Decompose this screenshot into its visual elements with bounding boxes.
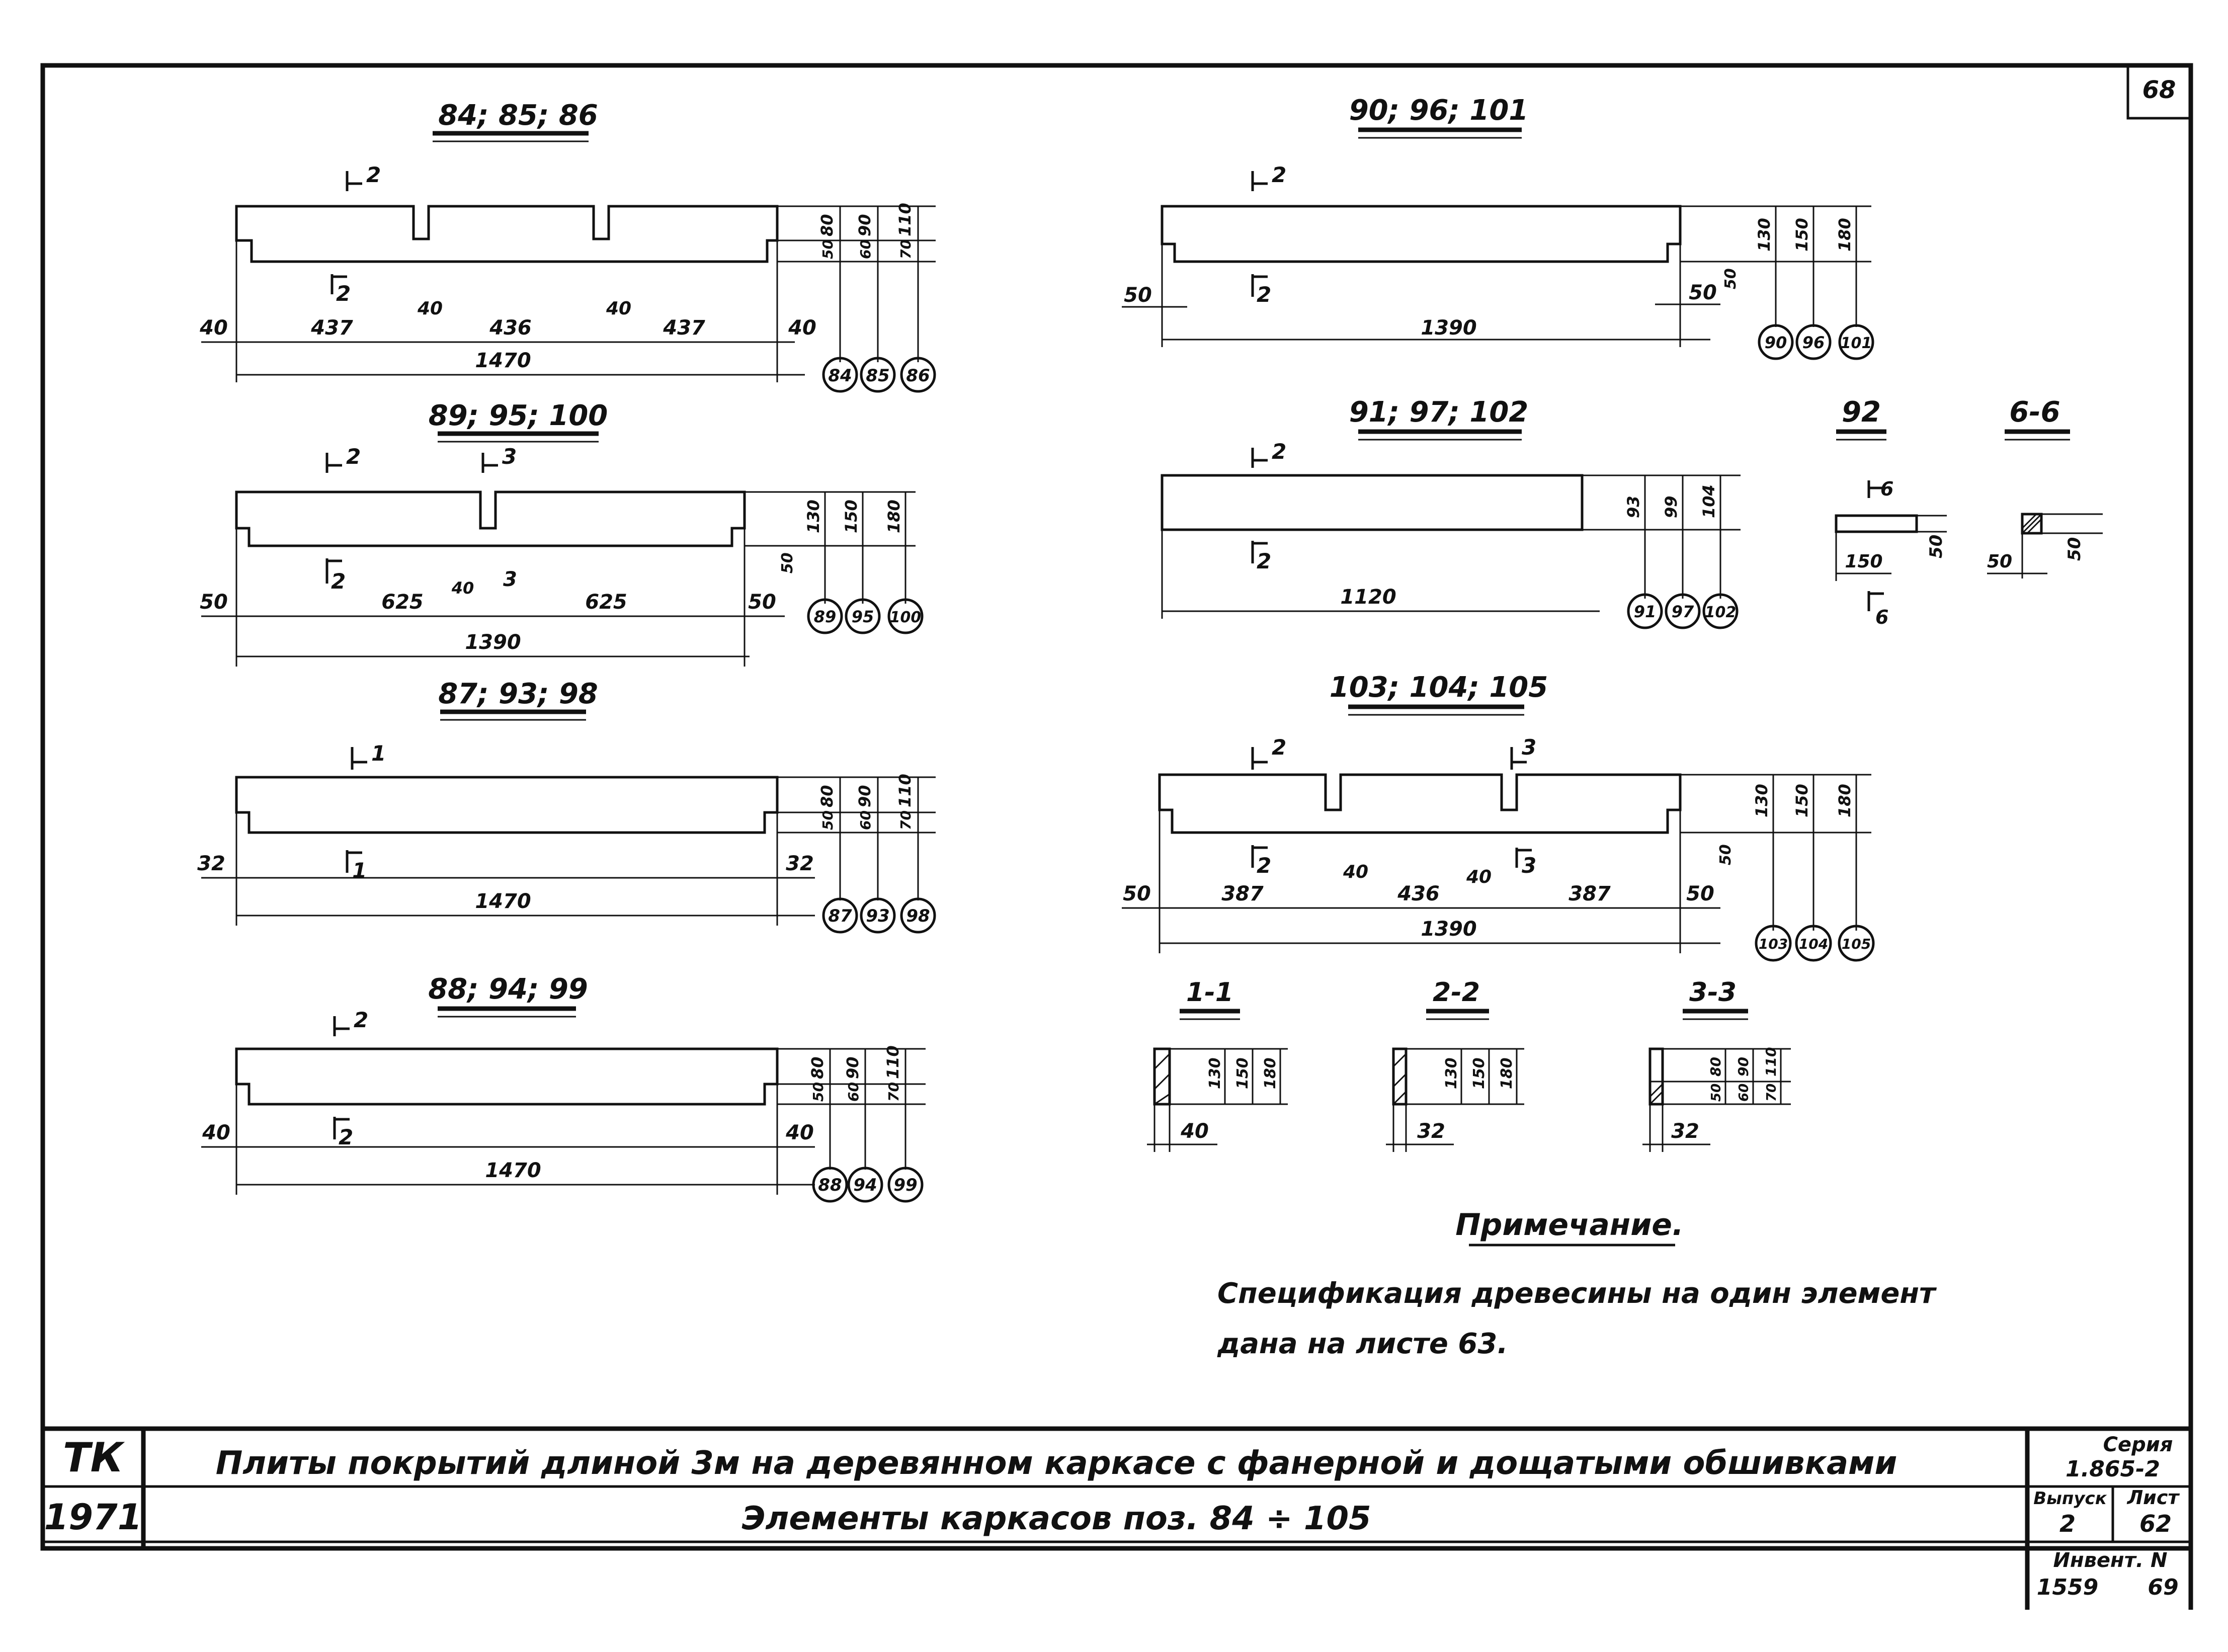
position-circle: 103 — [1758, 936, 1788, 952]
svg-text:1390: 1390 — [465, 631, 521, 654]
position-circle: 102 — [1704, 604, 1737, 621]
section-title: 1-1 — [1186, 977, 1233, 1008]
svg-text:1470: 1470 — [475, 890, 531, 913]
svg-text:40: 40 — [451, 579, 474, 598]
svg-text:180: 180 — [1835, 784, 1854, 817]
svg-text:1120: 1120 — [1340, 586, 1396, 609]
note-line-2: дана на листе 63. — [1217, 1328, 1508, 1360]
svg-text:3: 3 — [1522, 735, 1537, 760]
section-mark-bot: 2 — [336, 281, 351, 306]
svg-text:40: 40 — [202, 1121, 230, 1144]
section-mark-mid: 3 — [502, 444, 517, 469]
position-circle: 85 — [866, 366, 890, 386]
section-title: 3-3 — [1689, 977, 1737, 1008]
section-mark-top: 2 — [366, 162, 381, 187]
svg-text:150: 150 — [1470, 1057, 1488, 1089]
svg-text:437: 437 — [663, 316, 705, 340]
svg-text:Серия: Серия — [2103, 1433, 2173, 1456]
svg-text:130: 130 — [1443, 1057, 1460, 1089]
svg-text:625: 625 — [585, 591, 627, 614]
frame-outline — [236, 777, 777, 833]
svg-text:50: 50 — [1722, 268, 1740, 289]
note-heading: Примечание. — [1455, 1207, 1684, 1243]
note-block — [1217, 1207, 1937, 1360]
year: 1971 — [44, 1497, 142, 1538]
svg-text:90: 90 — [1735, 1057, 1752, 1077]
title-block — [43, 1429, 2191, 1610]
view-title: 89; 95; 100 — [428, 399, 608, 432]
svg-text:150: 150 — [842, 500, 861, 533]
position-circle: 87 — [828, 906, 852, 926]
position-circle: 86 — [906, 366, 930, 386]
svg-text:40: 40 — [606, 298, 632, 319]
svg-text:104: 104 — [1699, 484, 1718, 518]
svg-text:110: 110 — [895, 203, 915, 236]
svg-text:2: 2 — [331, 569, 346, 594]
frame-outline — [1162, 206, 1680, 262]
view-title: 84; 85; 86 — [438, 99, 598, 132]
series-value: 1.865-2 — [2065, 1456, 2161, 1482]
svg-text:3: 3 — [503, 568, 517, 591]
svg-text:1470: 1470 — [475, 349, 531, 372]
svg-text:90: 90 — [855, 785, 874, 807]
sheet-frame — [43, 65, 2191, 1548]
section-2-2 — [1386, 977, 1524, 1152]
frame-outline — [236, 492, 745, 546]
svg-text:40: 40 — [786, 1121, 814, 1144]
svg-text:70: 70 — [885, 1082, 902, 1102]
svg-text:50: 50 — [779, 552, 796, 573]
svg-text:50: 50 — [2065, 537, 2085, 561]
svg-text:60: 60 — [1737, 1083, 1752, 1102]
position-circle: 97 — [1671, 602, 1694, 621]
note-line-1: Спецификация древесины на один элемент — [1217, 1277, 1936, 1310]
svg-text:2: 2 — [354, 1008, 369, 1032]
svg-text:99: 99 — [1662, 495, 1681, 518]
svg-text:150: 150 — [1792, 784, 1811, 817]
view-title: 88; 94; 99 — [428, 973, 588, 1006]
view-84-85-86 — [199, 99, 936, 391]
position-circle: 90 — [1764, 333, 1787, 352]
svg-text:130: 130 — [1206, 1057, 1224, 1089]
detail-6-6 — [1987, 396, 2103, 579]
svg-text:50: 50 — [1124, 284, 1152, 307]
svg-text:80: 80 — [817, 214, 837, 236]
svg-text:2: 2 — [1272, 439, 1287, 464]
svg-text:80: 80 — [808, 1056, 827, 1079]
position-circle: 100 — [889, 609, 922, 626]
svg-text:Инвент. N: Инвент. N — [2053, 1549, 2168, 1572]
position-circle: 99 — [893, 1175, 918, 1195]
position-circle: 104 — [1798, 936, 1829, 952]
svg-text:50: 50 — [1686, 882, 1714, 905]
position-circle: 89 — [813, 607, 837, 626]
position-circle: 88 — [818, 1175, 842, 1195]
view-103-104-105 — [1122, 671, 1873, 960]
view-90-96-101 — [1122, 94, 1873, 359]
svg-text:80: 80 — [1707, 1057, 1724, 1077]
svg-text:1470: 1470 — [485, 1159, 541, 1182]
svg-text:32: 32 — [197, 852, 225, 875]
svg-text:2: 2 — [339, 1125, 354, 1149]
svg-text:2: 2 — [346, 444, 361, 469]
position-circle: 96 — [1802, 333, 1825, 352]
svg-text:50: 50 — [1987, 551, 2013, 572]
frame-outline — [236, 1049, 777, 1104]
svg-text:3: 3 — [1522, 853, 1537, 878]
svg-text:180: 180 — [1498, 1057, 1516, 1089]
detail-outline — [1836, 516, 1917, 532]
svg-text:50: 50 — [1123, 882, 1151, 905]
svg-text:50: 50 — [1926, 534, 1946, 558]
svg-text:32: 32 — [786, 852, 814, 875]
position-circle: 91 — [1633, 602, 1657, 621]
view-88-94-99 — [201, 973, 926, 1201]
svg-text:40: 40 — [788, 316, 816, 340]
position-circle: 98 — [906, 906, 930, 926]
svg-text:60: 60 — [857, 239, 874, 259]
svg-text:32: 32 — [1417, 1120, 1445, 1143]
svg-text:90: 90 — [843, 1056, 862, 1079]
section-title: 2-2 — [1433, 977, 1480, 1008]
svg-text:93: 93 — [1624, 495, 1643, 518]
svg-text:436: 436 — [489, 316, 532, 340]
view-title: 92 — [1842, 396, 1881, 429]
svg-text:1390: 1390 — [1421, 918, 1477, 941]
view-title: 90; 96; 101 — [1349, 94, 1529, 127]
svg-text:436: 436 — [1397, 882, 1440, 905]
svg-text:60: 60 — [857, 810, 874, 830]
svg-text:6: 6 — [1880, 478, 1894, 500]
section-3-3 — [1642, 977, 1791, 1152]
svg-text:40: 40 — [200, 316, 228, 340]
frame-outline — [1162, 475, 1582, 530]
svg-text:40: 40 — [1181, 1120, 1209, 1143]
svg-text:150: 150 — [1234, 1057, 1252, 1089]
svg-text:150: 150 — [1792, 218, 1811, 252]
sheet-value: 62 — [2139, 1510, 2172, 1537]
svg-text:180: 180 — [1262, 1057, 1279, 1089]
svg-text:1: 1 — [352, 858, 367, 883]
svg-text:110: 110 — [883, 1045, 902, 1079]
issue-value: 2 — [2059, 1510, 2076, 1537]
svg-text:130: 130 — [1755, 218, 1774, 252]
svg-text:2: 2 — [1257, 853, 1272, 878]
svg-text:150: 150 — [1845, 551, 1883, 572]
view-91-97-102 — [1162, 396, 1741, 628]
svg-text:Лист: Лист — [2127, 1486, 2179, 1509]
svg-text:180: 180 — [1835, 218, 1854, 252]
svg-text:2: 2 — [1272, 162, 1287, 187]
org-code: ТК — [63, 1434, 123, 1481]
svg-text:32: 32 — [1671, 1120, 1699, 1143]
svg-text:Выпуск: Выпуск — [2033, 1489, 2107, 1509]
svg-text:6: 6 — [1875, 606, 1889, 628]
sheet-number: 68 — [2142, 76, 2176, 104]
svg-text:110: 110 — [895, 774, 915, 807]
frame-outline — [1160, 775, 1680, 833]
svg-text:437: 437 — [311, 316, 353, 340]
svg-text:40: 40 — [1466, 867, 1492, 887]
svg-text:60: 60 — [845, 1082, 862, 1102]
svg-text:387: 387 — [1569, 882, 1611, 905]
view-title: 6-6 — [2009, 396, 2060, 429]
svg-text:70: 70 — [897, 810, 914, 830]
svg-text:50: 50 — [810, 1082, 827, 1102]
position-circle: 95 — [851, 607, 874, 626]
svg-text:50: 50 — [819, 239, 836, 259]
position-circle: 94 — [853, 1175, 877, 1195]
svg-text:50: 50 — [1689, 281, 1717, 304]
svg-text:50: 50 — [1717, 844, 1735, 865]
drawing-title: Плиты покрытий длиной 3м на деревянном каркасе с фанерной и дощатыми обшивками — [215, 1445, 1897, 1482]
svg-text:625: 625 — [381, 591, 424, 614]
frame-outline — [236, 206, 777, 262]
svg-text:80: 80 — [817, 785, 837, 807]
svg-text:70: 70 — [1764, 1083, 1779, 1102]
inventory-number: 1559 — [2036, 1575, 2099, 1600]
svg-text:130: 130 — [804, 500, 823, 533]
svg-text:2: 2 — [1257, 282, 1272, 307]
svg-text:1390: 1390 — [1421, 316, 1477, 340]
view-title: 91; 97; 102 — [1349, 396, 1529, 429]
svg-text:50: 50 — [1709, 1083, 1724, 1102]
svg-text:40: 40 — [417, 298, 443, 319]
svg-text:69: 69 — [2148, 1575, 2179, 1600]
svg-text:110: 110 — [1763, 1047, 1779, 1077]
svg-text:70: 70 — [897, 239, 914, 259]
svg-text:50: 50 — [748, 591, 776, 614]
section-1-1 — [1147, 977, 1288, 1152]
view-87-93-98 — [197, 678, 936, 932]
drawing-subtitle: Элементы каркасов поз. 84 ÷ 105 — [741, 1500, 1371, 1537]
view-89-95-100 — [200, 399, 922, 667]
svg-text:2: 2 — [1257, 549, 1272, 573]
svg-text:387: 387 — [1221, 882, 1264, 905]
view-title: 103; 104; 105 — [1329, 671, 1548, 704]
svg-text:130: 130 — [1752, 784, 1771, 817]
svg-text:50: 50 — [200, 591, 228, 614]
svg-text:90: 90 — [855, 214, 874, 236]
svg-text:40: 40 — [1343, 862, 1369, 882]
position-circle: 101 — [1840, 335, 1872, 352]
svg-text:2: 2 — [1272, 735, 1287, 760]
position-circle: 93 — [866, 906, 890, 926]
svg-text:50: 50 — [819, 810, 836, 830]
svg-text:180: 180 — [884, 500, 903, 533]
view-title: 87; 93; 98 — [438, 678, 598, 710]
position-circle: 84 — [828, 366, 852, 386]
position-circle: 105 — [1841, 936, 1871, 952]
svg-text:1: 1 — [371, 741, 386, 766]
detail-92 — [1836, 396, 1947, 628]
